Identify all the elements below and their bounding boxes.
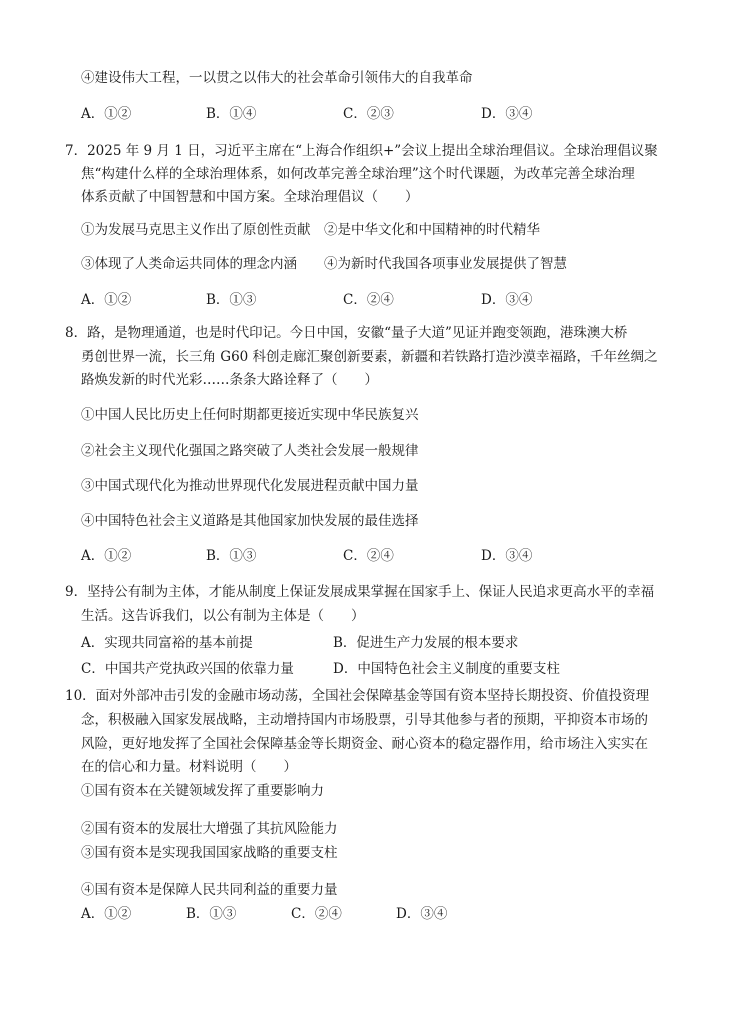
q6-item-4: ④建设伟大工程，一以贯之以伟大的社会革命引领伟大的自我革命 (81, 70, 473, 86)
q7-stem-line-2: 焦“构建什么样的全球治理体系，如何改革完善全球治理”这个时代课题，为改革完善全球治理 (81, 166, 635, 182)
q9-option-c[interactable]: C．中国共产党执政兴国的依靠力量 (81, 661, 294, 677)
q10-option-c[interactable]: C．②④ (291, 906, 342, 922)
q7-items-row-2: ③体现了人类命运共同体的理念内涵 ④为新时代我国各项事业发展提供了智慧 (81, 256, 567, 272)
q10-stem-line-2: 念，积极融入国家发展战略，主动增持国内市场股票，引导其他参与者的预期，平抑资本市场的 (81, 712, 648, 728)
q7-option-d[interactable]: D．③④ (481, 292, 533, 308)
q7-option-b[interactable]: B．①③ (206, 292, 257, 308)
q8-stem-line-2: 勇创世界一流，长三角 G60 科创走廊汇聚创新要素，新疆和若铁路打造沙漠幸福路，千年丝绸之 (81, 349, 658, 365)
q7-items-row-1: ①为发展马克思主义作出了原创性贡献 ②是中华文化和中国精神的时代精华 (81, 222, 540, 238)
q8-stem-line-1: 8．路，是物理通道，也是时代印记。今日中国，安徽“量子大道”见证并跑变领跑，港珠澳大桥 (65, 325, 628, 341)
q10-option-a[interactable]: A．①② (81, 906, 132, 922)
q10-stem-line-3: 风险，更好地发挥了全国社会保障基金等长期资金、耐心资本的稳定器作用，给市场注入实实在 (81, 736, 648, 752)
q9-stem-line-2: 生活。这告诉我们，以公有制为主体是（ ） (81, 608, 365, 624)
q10-option-d[interactable]: D．③④ (396, 906, 448, 922)
q6-option-c[interactable]: C．②③ (343, 106, 394, 122)
q8-option-c[interactable]: C．②④ (343, 548, 394, 564)
q8-option-a[interactable]: A．①② (81, 548, 132, 564)
q8-item-2: ②社会主义现代化强国之路突破了人类社会发展一般规律 (81, 443, 419, 459)
q8-stem-line-3: 路焕发新的时代光彩……条条大路诠释了（ ） (81, 372, 378, 388)
q8-option-d[interactable]: D．③④ (481, 548, 533, 564)
q10-item-2: ②国有资本的发展壮大增强了其抗风险能力 (81, 821, 338, 837)
q10-item-3: ③国有资本是实现我国国家战略的重要支柱 (81, 845, 338, 861)
q7-stem-line-3: 体系贡献了中国智慧和中国方案。全球治理倡议（ ） (81, 189, 419, 205)
q9-option-b[interactable]: B．促进生产力发展的根本要求 (333, 635, 519, 651)
q10-item-1: ①国有资本在关键领域发挥了重要影响力 (81, 783, 324, 799)
q9-option-a[interactable]: A．实现共同富裕的基本前提 (81, 635, 253, 651)
q8-option-b[interactable]: B．①③ (206, 548, 257, 564)
q9-option-d[interactable]: D．中国特色社会主义制度的重要支柱 (333, 661, 560, 677)
q10-stem-line-1: 10．面对外部冲击引发的金融市场动荡，全国社会保障基金等国有资本坚持长期投资、价值投资理 (65, 688, 650, 704)
q9-stem-line-1: 9．坚持公有制为主体，才能从制度上保证发展成果掌握在国家手上、保证人民追求更高水平的幸福 (65, 584, 655, 600)
q6-option-a[interactable]: A．①② (81, 106, 132, 122)
q10-option-b[interactable]: B．①③ (186, 906, 237, 922)
q10-stem-line-4: 在的信心和力量。材料说明（ ） (81, 759, 297, 775)
q10-item-4: ④国有资本是保障人民共同利益的重要力量 (81, 882, 338, 898)
q7-option-a[interactable]: A．①② (81, 292, 132, 308)
q8-item-4: ④中国特色社会主义道路是其他国家加快发展的最佳选择 (81, 513, 419, 529)
q7-stem-line-1: 7．2025 年 9 月 1 日，习近平主席在“上海合作组织+”会议上提出全球治理倡议。全球治理倡议聚 (65, 143, 658, 159)
q8-item-3: ③中国式现代化为推动世界现代化发展进程贡献中国力量 (81, 478, 419, 494)
q8-item-1: ①中国人民比历史上任何时期都更接近实现中华民族复兴 (81, 407, 419, 423)
q6-option-b[interactable]: B．①④ (206, 106, 257, 122)
q6-option-d[interactable]: D．③④ (481, 106, 533, 122)
q7-option-c[interactable]: C．②④ (343, 292, 394, 308)
